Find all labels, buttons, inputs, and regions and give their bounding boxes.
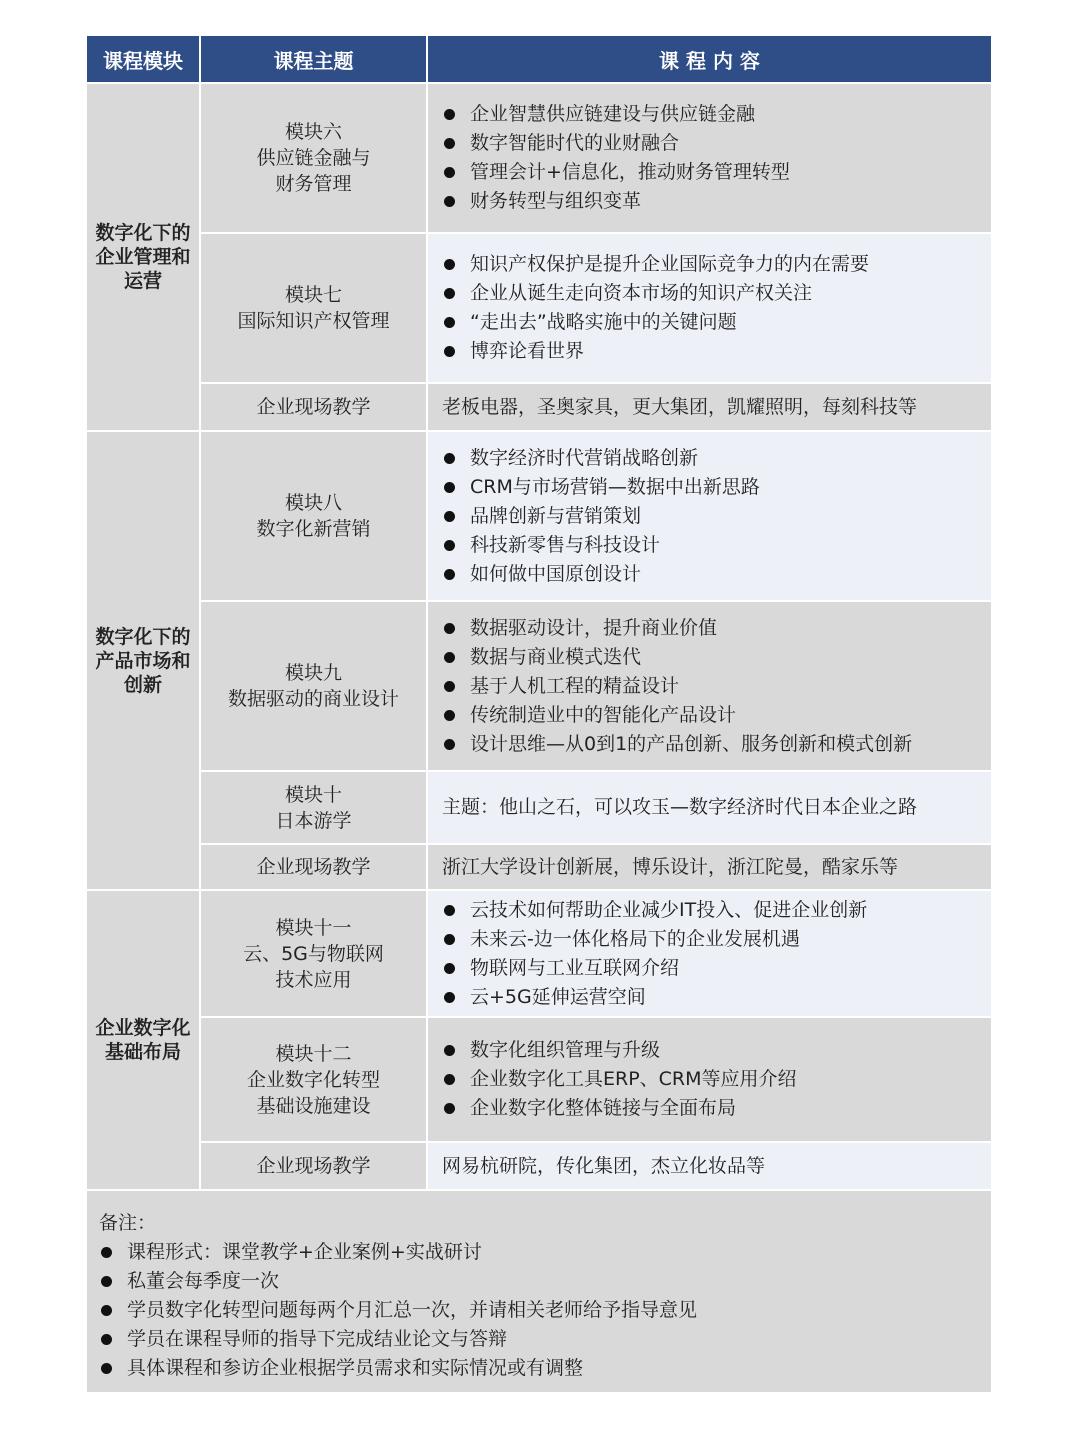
content-cell: 网易杭研院，传化集团，杰立化妆品等: [428, 1143, 991, 1189]
content-cell: [428, 602, 991, 770]
note-item: 学员数字化转型问题每两个月汇总一次，并请相关老师给予指导意见: [99, 1296, 991, 1325]
list-item: 数据与商业模式迭代: [442, 643, 991, 672]
list-item: 财务转型与组织变革: [442, 187, 991, 216]
note-item: 学员在课程导师的指导下完成结业论文与答辩: [99, 1325, 991, 1354]
notes-box: [87, 1191, 991, 1392]
list-item: 品牌创新与营销策划: [442, 502, 991, 531]
content-cell: 老板电器，圣奥家具，更大集团，凯耀照明，每刻科技等: [428, 384, 991, 430]
content-cell: [428, 1018, 991, 1141]
list-item: 科技新零售与科技设计: [442, 531, 991, 560]
list-item: 数字智能时代的业财融合: [442, 129, 991, 158]
list-item: 管理会计+信息化，推动财务管理转型: [442, 158, 991, 187]
topic-cell: 企业现场教学: [201, 384, 426, 430]
notes-title: 备注：: [99, 1212, 157, 1234]
content-cell: 浙江大学设计创新展，博乐设计，浙江陀曼，酷家乐等: [428, 845, 991, 889]
section-label: 企业数字化基础布局: [87, 891, 199, 1189]
header-module: 课程模块: [87, 36, 199, 82]
note-item: 课程形式：课堂教学+企业案例+实战研讨: [99, 1238, 991, 1267]
content-cell: 主题：他山之石，可以攻玉—数字经济时代日本企业之路: [428, 772, 991, 843]
topic-cell: 企业现场教学: [201, 1143, 426, 1189]
section-label: 数字化下的企业管理和运营: [87, 84, 199, 430]
content-cell: [428, 891, 991, 1016]
list-item: 物联网与工业互联网介绍: [442, 954, 991, 983]
topic-cell: 模块七 国际知识产权管理: [201, 234, 426, 382]
list-item: 博弈论看世界: [442, 337, 991, 366]
list-item: 知识产权保护是提升企业国际竞争力的内在需要: [442, 250, 991, 279]
content-cell: [428, 432, 991, 600]
list-item: 基于人机工程的精益设计: [442, 672, 991, 701]
topic-cell: 模块十二 企业数字化转型 基础设施建设: [201, 1018, 426, 1141]
list-item: 云技术如何帮助企业减少IT投入、促进企业创新: [442, 896, 991, 925]
topic-cell: 企业现场教学: [201, 845, 426, 889]
list-item: CRM与市场营销—数据中出新思路: [442, 473, 991, 502]
list-item: 如何做中国原创设计: [442, 560, 991, 589]
topic-cell: 模块九 数据驱动的商业设计: [201, 602, 426, 770]
list-item: 企业数字化工具ERP、CRM等应用介绍: [442, 1065, 991, 1094]
header-content: 课 程 内 容: [428, 36, 991, 82]
list-item: 设计思维—从0到1的产品创新、服务创新和模式创新: [442, 730, 991, 759]
note-item: 私董会每季度一次: [99, 1267, 991, 1296]
section-label: 数字化下的产品市场和创新: [87, 432, 199, 889]
list-item: “走出去”战略实施中的关键问题: [442, 308, 991, 337]
list-item: 企业数字化整体链接与全面布局: [442, 1094, 991, 1123]
list-item: 数据驱动设计，提升商业价值: [442, 614, 991, 643]
content-cell: [428, 84, 991, 232]
topic-cell: 模块六 供应链金融与 财务管理: [201, 84, 426, 232]
note-item: 具体课程和参访企业根据学员需求和实际情况或有调整: [99, 1354, 991, 1383]
topic-cell: 模块十一 云、5G与物联网 技术应用: [201, 891, 426, 1016]
topic-cell: 模块八 数字化新营销: [201, 432, 426, 600]
list-item: 数字经济时代营销战略创新: [442, 444, 991, 473]
list-item: 企业从诞生走向资本市场的知识产权关注: [442, 279, 991, 308]
list-item: 未来云-边一体化格局下的企业发展机遇: [442, 925, 991, 954]
list-item: 企业智慧供应链建设与供应链金融: [442, 100, 991, 129]
list-item: 云+5G延伸运营空间: [442, 983, 991, 1012]
list-item: 数字化组织管理与升级: [442, 1036, 991, 1065]
header-topic: 课程主题: [201, 36, 426, 82]
list-item: 传统制造业中的智能化产品设计: [442, 701, 991, 730]
topic-cell: 模块十 日本游学: [201, 772, 426, 843]
content-cell: [428, 234, 991, 382]
